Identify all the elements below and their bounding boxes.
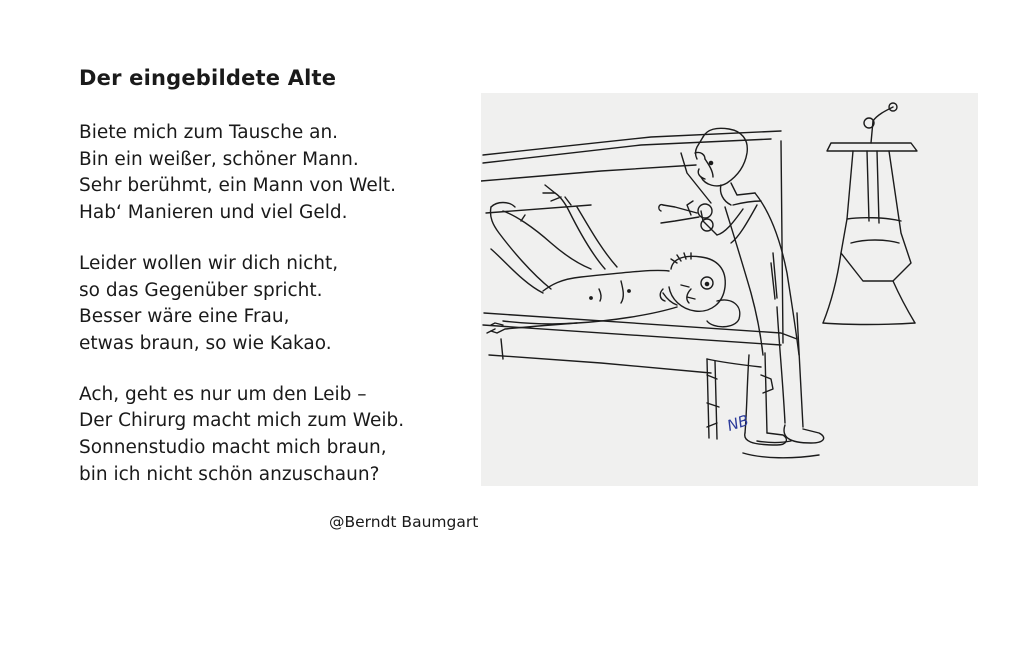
poem-line: Biete mich zum Tausche an.: [79, 122, 339, 143]
poem-line: bin ich nicht schön anzuschaun?: [79, 463, 380, 485]
poem-line: Ach, geht es nur um den Leib –: [79, 383, 367, 405]
poem-line: Der Chirurg macht mich zum Weib.: [79, 410, 405, 432]
tanning-bed: [481, 131, 797, 373]
poem-line: Sehr berühmt, ein Mann von Welt.: [79, 175, 397, 197]
stanza-1: [79, 120, 479, 227]
artist-signature: NB: [724, 411, 751, 435]
stanza-2: [79, 251, 479, 358]
poem-line: Leider wollen wir dich nicht,: [79, 252, 339, 274]
reclining-person: [487, 185, 740, 333]
poem-line: Sonnenstudio macht mich braun,: [79, 437, 387, 459]
poem-line: etwas braun, so wie Kakao.: [79, 332, 332, 354]
poem-line: so das Gegenüber spricht.: [79, 279, 323, 301]
poem-line: Bin ein weißer, schöner Mann.: [79, 148, 359, 170]
poem-title: Der eingebildete Alte: [79, 66, 337, 90]
standing-surgeon: [659, 128, 824, 458]
tanning-lamp: [823, 103, 917, 325]
poem-line: Hab‘ Manieren und viel Geld.: [79, 202, 348, 224]
stanza-3: [79, 382, 479, 489]
poem-line: Besser wäre eine Frau,: [79, 306, 290, 328]
poem-body: [79, 120, 479, 512]
sketch-drawing: [481, 93, 978, 486]
illustration-sketch: [481, 93, 978, 486]
author-credit: @Berndt Baumgart: [329, 513, 479, 531]
